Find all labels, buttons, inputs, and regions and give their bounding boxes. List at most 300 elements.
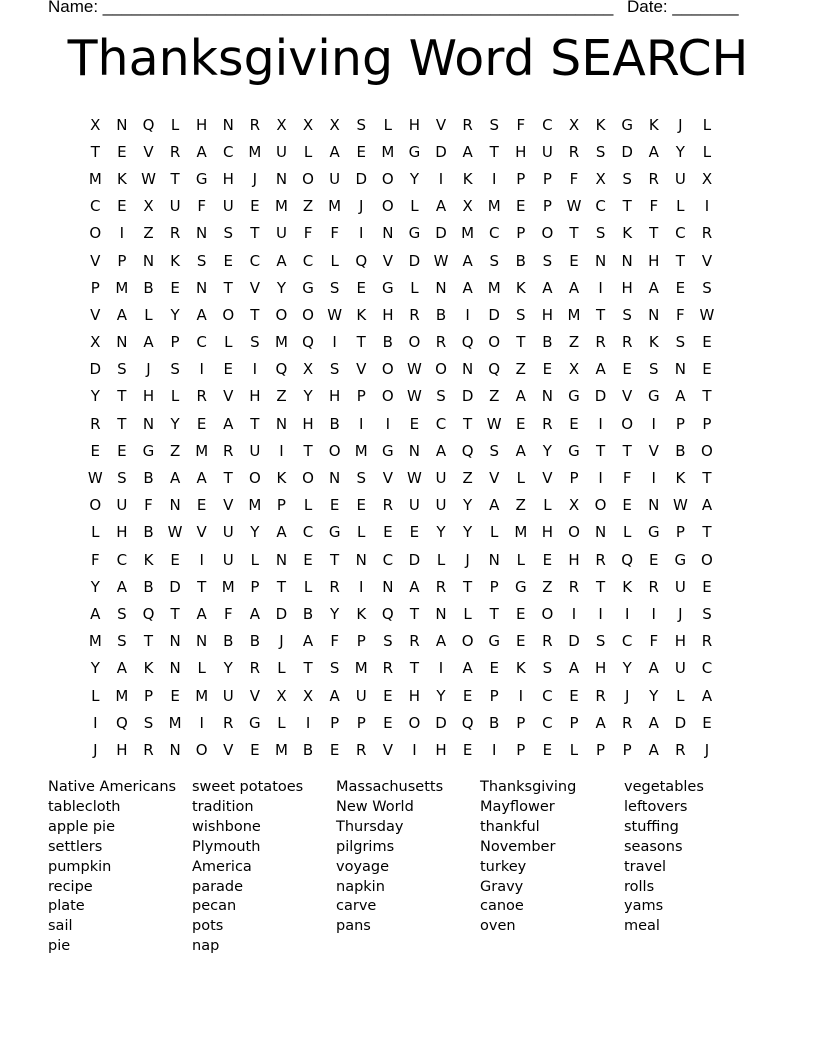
grid-letter: K [356,604,367,623]
grid-letter: Y [170,305,180,324]
grid-letter: I [119,224,125,243]
grid-letter: Z [302,197,314,216]
grid-letter: S [595,632,606,651]
grid-letter: R [329,577,340,596]
word-list-item: turkey [480,858,527,875]
grid-letter: X [302,360,314,379]
grid-letter: K [170,251,180,270]
grid-letter: T [409,659,419,678]
grid-letter: S [516,305,526,324]
grid-letter: P [143,686,153,705]
grid-letter: U [249,441,261,460]
grid-letter: J [678,604,683,623]
grid-letter: I [651,414,656,433]
grid-letter: Y [276,278,287,297]
grid-letter: A [409,577,420,596]
grid-letter: T [702,387,712,406]
grid-letter: Y [649,686,659,705]
grid-letter: T [463,577,473,596]
grid-letter: S [383,632,393,651]
grid-letter: A [302,632,314,651]
word-list-item: Massachusetts [336,779,444,795]
grid-letter: X [568,360,580,379]
grid-letter: F [144,496,153,515]
grid-letter: T [303,441,313,460]
grid-letter: V [435,115,447,134]
grid-letter: L [702,115,712,134]
grid-letter: N [275,414,288,433]
grid-letter: L [91,686,100,705]
grid-letter: H [674,632,686,651]
grid-letter: Y [542,441,552,460]
grid-letter: P [516,169,526,188]
word-list-item: voyage [336,858,390,875]
grid-letter: R [595,686,606,705]
grid-letter: R [223,441,234,460]
grid-letter: F [303,224,313,243]
grid-letter: T [516,333,526,352]
grid-letter: I [465,305,470,324]
grid-letter: O [302,305,314,324]
grid-letter: V [249,278,260,297]
grid-letter: P [569,713,579,732]
grid-letter: D [461,387,474,406]
grid-letter: L [303,142,313,161]
grid-letter: W [87,469,103,488]
grid-letter: E [569,686,579,705]
grid-letter: O [328,441,341,460]
grid-letter: X [143,197,154,216]
word-list [48,778,768,957]
grid-letter: J [146,360,151,379]
grid-letter: K [515,659,526,678]
grid-letter: K [143,659,154,678]
grid-letter: E [516,632,526,651]
grid-letter: L [277,659,286,678]
grid-letter: L [463,604,472,623]
grid-letter: A [595,360,606,379]
grid-letter: C [435,414,447,433]
grid-letter: V [223,387,234,406]
grid-letter: Y [436,523,446,542]
grid-letter: K [515,278,526,297]
grid-letter: A [515,387,526,406]
grid-letter: D [89,360,102,379]
grid-letter: I [598,278,603,297]
grid-letter: D [621,142,633,161]
grid-letter: F [197,197,206,216]
grid-letter: P [276,496,286,515]
grid-letter: P [489,686,499,705]
grid-letter: E [409,414,420,433]
grid-letter: X [568,496,580,515]
grid-letter: N [594,251,607,270]
grid-letter: H [568,550,580,569]
grid-letter: H [541,305,554,324]
grid-letter: Z [143,224,154,243]
grid-letter: T [409,604,419,623]
grid-letter: R [143,740,154,759]
grid-letter: P [542,197,552,216]
grid-letter: N [169,659,181,678]
grid-letter: D [408,251,421,270]
grid-letter: T [569,224,579,243]
grid-letter: N [169,632,181,651]
grid-letter: S [622,169,632,188]
grid-letter: O [89,496,102,515]
grid-letter: Q [302,333,314,352]
grid-letter: D [435,142,447,161]
grid-letter: A [648,740,659,759]
grid-letter: T [649,224,659,243]
grid-letter: E [329,496,340,515]
grid-letter: E [170,550,180,569]
grid-letter: S [595,142,606,161]
grid-letter: T [463,414,473,433]
grid-letter: A [435,197,447,216]
grid-letter: N [435,604,447,623]
word-list-item: napkin [336,878,385,895]
grid-letter: U [222,523,234,542]
grid-letter: A [169,469,181,488]
grid-letter: C [116,550,128,569]
grid-letter: A [701,686,713,705]
grid-letter: U [435,469,447,488]
grid-letter: H [196,115,208,134]
grid-letter: L [516,550,525,569]
grid-letter: O [541,604,554,623]
grid-letter: P [675,523,685,542]
word-list-item: pecan [192,898,237,915]
grid-row [82,709,720,736]
grid-letter: A [196,305,207,324]
grid-row [82,220,720,247]
grid-letter: T [356,333,366,352]
word-list-item: tablecloth [48,798,121,815]
grid-letter: U [674,169,686,188]
grid-letter: H [648,251,660,270]
grid-letter: C [542,686,553,705]
grid-letter: H [382,305,394,324]
grid-letter: N [382,577,394,596]
grid-letter: P [516,224,526,243]
grid-letter: R [169,224,181,243]
grid-letter: L [676,197,685,216]
grid-letter: K [622,577,633,596]
grid-letter: E [383,686,393,705]
grid-letter: O [408,713,421,732]
grid-letter: M [354,659,368,678]
grid-letter: X [462,197,473,216]
grid-letter: M [274,740,288,759]
grid-letter: S [117,632,127,651]
grid-letter: G [674,550,687,569]
grid-letter: Z [515,360,526,379]
grid-letter: M [248,142,262,161]
grid-letter: A [568,278,580,297]
grid-letter: F [223,604,233,623]
grid-letter: K [622,224,633,243]
word-list-item: pumpkin [48,858,112,875]
grid-letter: E [329,740,340,759]
grid-letter: S [542,659,553,678]
grid-letter: M [115,686,129,705]
grid-letter: N [142,251,155,270]
grid-letter: C [595,197,606,216]
grid-letter: R [568,577,580,596]
grid-letter: V [382,469,393,488]
word-list-item: sail [48,918,73,935]
grid-letter: A [249,604,260,623]
grid-letter: E [196,496,207,515]
grid-letter: C [542,713,553,732]
grid-letter: L [410,278,419,297]
grid-letter: Q [275,360,288,379]
grid-letter: O [195,740,208,759]
grid-letter: R [409,305,420,324]
grid-letter: R [249,115,261,134]
grid-letter: A [90,604,101,623]
grid-letter: Y [463,523,473,542]
grid-letter: G [568,387,580,406]
grid-letter: D [568,632,580,651]
grid-row [82,329,720,356]
grid-letter: N [169,496,181,515]
grid-letter: P [117,251,127,270]
grid-letter: L [170,115,180,134]
grid-letter: Q [142,604,155,623]
grid-letter: R [90,414,101,433]
grid-letter: R [621,713,633,732]
grid-letter: E [516,414,526,433]
grid-letter: V [701,251,713,270]
grid-letter: M [274,333,288,352]
grid-letter: O [302,469,314,488]
grid-letter: I [651,469,656,488]
grid-letter: D [674,713,687,732]
grid-letter: V [382,251,393,270]
word-column [192,778,336,957]
grid-letter: M [274,197,288,216]
grid-letter: M [381,142,395,161]
grid-letter: O [275,305,288,324]
grid-letter: R [356,740,367,759]
grid-letter: L [250,550,260,569]
grid-letter: C [542,115,553,134]
grid-letter: J [279,632,284,651]
grid-letter: B [489,713,500,732]
grid-letter: N [621,251,633,270]
grid-letter: A [701,496,713,515]
grid-letter: U [222,197,234,216]
word-list-item: wishbone [192,818,261,835]
grid-letter: G [647,387,660,406]
grid-letter: A [196,142,207,161]
grid-letter: I [598,469,603,488]
grid-row [82,519,720,546]
grid-letter: E [702,577,712,596]
grid-letter: A [196,604,207,623]
grid-letter: Z [276,387,287,406]
grid-letter: A [462,251,473,270]
grid-letter: S [143,713,154,732]
grid-letter: A [462,659,473,678]
grid-letter: I [571,604,577,623]
grid-letter: N [275,550,288,569]
grid-letter: Z [462,469,473,488]
grid-letter: V [143,142,154,161]
grid-letter: N [116,333,128,352]
grid-row [82,138,720,165]
grid-letter: E [569,251,579,270]
grid-letter: S [356,115,366,134]
word-list-item: rolls [624,878,655,895]
grid-letter: X [90,115,101,134]
grid-letter: A [648,142,659,161]
grid-letter: E [649,550,659,569]
grid-row [82,165,720,192]
grid-letter: T [117,414,127,433]
grid-letter: M [487,278,501,297]
grid-letter: G [408,224,421,243]
grid-letter: T [197,577,207,596]
grid-letter: Y [436,686,446,705]
grid-letter: E [542,360,553,379]
grid-letter: R [701,224,713,243]
grid-letter: I [199,713,204,732]
grid-letter: X [568,115,580,134]
grid-letter: W [407,469,422,488]
grid-letter: D [594,387,607,406]
grid-letter: P [489,577,499,596]
grid-letter: O [461,632,474,651]
word-list-item: yams [624,898,664,915]
grid-letter: K [143,550,154,569]
word-list-item: America [192,858,252,875]
grid-letter: T [90,142,100,161]
grid-letter: W [566,197,582,216]
grid-letter: E [117,197,127,216]
grid-row [82,546,720,573]
grid-letter: R [435,333,447,352]
grid-letter: J [704,740,710,759]
grid-letter: C [196,333,207,352]
grid-letter: R [169,142,181,161]
grid-letter: L [170,387,180,406]
grid-letter: Z [568,333,580,352]
grid-letter: O [381,360,394,379]
grid-letter: K [356,305,367,324]
word-list-item: sweet potatoes [192,779,304,795]
grid-letter: V [648,441,659,460]
grid-letter: C [90,197,101,216]
word-column [624,778,768,957]
grid-letter: H [142,387,155,406]
grid-letter: L [543,496,552,515]
grid-letter: T [702,469,712,488]
word-column [336,778,480,957]
grid-letter: P [516,740,526,759]
grid-letter: W [672,496,688,515]
grid-letter: H [116,740,128,759]
grid-letter: A [648,713,659,732]
grid-letter: X [276,686,287,705]
grid-letter: E [516,197,526,216]
grid-letter: L [436,550,446,569]
word-list-item: apple pie [48,818,116,835]
grid-letter: S [436,387,446,406]
grid-letter: A [276,523,287,542]
grid-letter: E [622,496,632,515]
grid-letter: M [487,197,501,216]
grid-letter: S [117,360,127,379]
grid-letter: A [648,278,659,297]
grid-letter: L [383,115,392,134]
grid-letter: B [382,333,393,352]
grid-letter: A [435,441,447,460]
grid-letter: S [649,360,659,379]
grid-letter: E [90,441,101,460]
grid-letter: F [676,305,685,324]
grid-letter: P [516,713,526,732]
grid-letter: X [701,169,713,188]
grid-letter: S [329,659,340,678]
word-list-item: recipe [48,878,93,895]
grid-letter: W [407,387,422,406]
grid-letter: L [303,577,313,596]
grid-letter: M [88,169,102,188]
grid-letter: R [621,333,633,352]
grid-letter: P [542,169,552,188]
grid-letter: G [195,169,208,188]
word-list-item: thankful [480,818,540,835]
grid-letter: L [410,197,419,216]
grid-letter: O [621,414,634,433]
grid-letter: P [622,740,632,759]
word-list-item: Thursday [336,818,404,835]
grid-letter: P [356,632,366,651]
grid-letter: B [302,740,314,759]
grid-letter: D [355,169,368,188]
grid-letter: F [516,115,526,134]
grid-letter: L [277,713,286,732]
grid-letter: U [541,142,553,161]
word-list-item: plate [48,898,85,915]
grid-letter: T [143,632,154,651]
grid-letter: P [675,414,685,433]
grid-letter: S [170,360,180,379]
grid-letter: I [359,577,364,596]
grid-letter: W [433,251,449,270]
grid-letter: U [222,686,234,705]
grid-letter: I [491,740,497,759]
grid-letter: O [541,224,554,243]
grid-letter: N [648,305,660,324]
grid-letter: I [332,333,337,352]
grid-letter: Y [250,523,260,542]
grid-letter: N [275,169,288,188]
grid-letter: Y [90,387,100,406]
grid-letter: Z [489,387,500,406]
grid-letter: S [622,305,632,324]
grid-row [82,247,720,274]
word-list-item: Gravy [480,878,524,895]
grid-letter: E [516,604,526,623]
grid-letter: B [542,333,553,352]
grid-letter: P [596,740,606,759]
grid-row [82,274,720,301]
grid-letter: H [408,686,421,705]
